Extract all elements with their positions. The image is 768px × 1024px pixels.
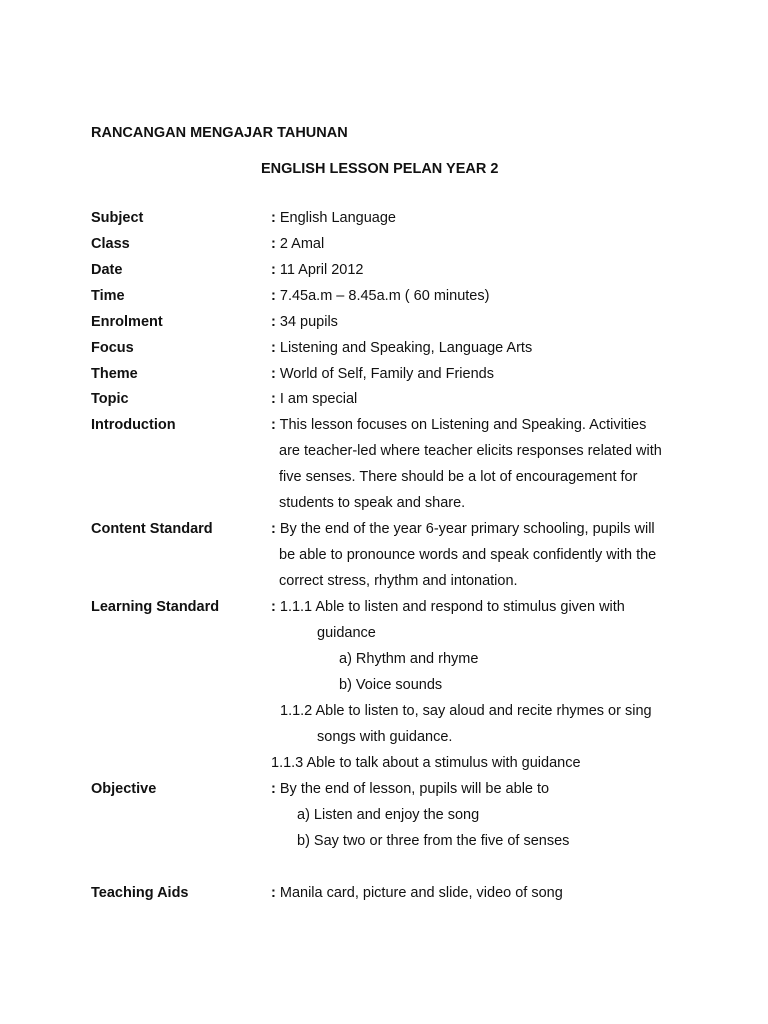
document-subheading: ENGLISH LESSON PELAN YEAR 2 xyxy=(261,161,499,177)
objective-line-1: By the end of lesson, pupils will be able to xyxy=(279,781,550,797)
time-label: Time xyxy=(91,288,125,304)
time-value: 7.45a.m – 8.45a.m ( 60 minutes) xyxy=(279,288,490,304)
introduction-line-4: students to speak and share. xyxy=(279,495,466,511)
introduction-label: Introduction xyxy=(91,417,176,433)
date-value-row xyxy=(271,261,363,279)
colon: : xyxy=(271,417,276,433)
theme-value: World of Self, Family and Friends xyxy=(279,366,494,382)
date-value: 11 April 2012 xyxy=(279,262,364,278)
teaching-aids-label: Teaching Aids xyxy=(91,885,189,901)
colon: : xyxy=(271,885,276,901)
class-label: Class xyxy=(91,236,130,252)
document-heading: RANCANGAN MENGAJAR TAHUNAN xyxy=(91,125,348,141)
colon: : xyxy=(271,210,276,226)
learning-standard-line-7: 1.1.3 Able to talk about a stimulus with guidance xyxy=(271,755,581,771)
theme-label: Theme xyxy=(91,366,138,382)
colon: : xyxy=(271,236,276,252)
subject-value-row xyxy=(271,209,396,227)
learning-standard-line-1-row xyxy=(271,598,625,616)
theme-value-row xyxy=(271,365,494,383)
learning-standard-line-6: songs with guidance. xyxy=(317,729,453,745)
learning-standard-item-b: b) Voice sounds xyxy=(339,677,443,693)
colon: : xyxy=(271,599,276,615)
enrolment-value-row xyxy=(271,313,338,331)
time-value-row xyxy=(271,287,489,305)
content-standard-line-2: be able to pronounce words and speak confidently with the xyxy=(279,547,657,563)
content-standard-line-1-row xyxy=(271,520,655,538)
colon: : xyxy=(271,781,276,797)
colon: : xyxy=(271,340,276,356)
learning-standard-line-2: guidance xyxy=(317,625,376,641)
introduction-line-1-row xyxy=(271,416,646,434)
teaching-aids-value-row xyxy=(271,884,563,902)
enrolment-label: Enrolment xyxy=(91,314,163,330)
objective-line-1-row xyxy=(271,780,549,798)
content-standard-line-1: By the end of the year 6-year primary schooling, pupils will xyxy=(279,521,655,537)
objective-item-a: a) Listen and enjoy the song xyxy=(297,807,480,823)
subject-value: English Language xyxy=(279,210,396,226)
learning-standard-line-1: 1.1.1 Able to listen and respond to stimulus given with xyxy=(279,599,625,615)
learning-standard-item-a: a) Rhythm and rhyme xyxy=(339,651,479,667)
learning-standard-label: Learning Standard xyxy=(91,599,220,615)
objective-label: Objective xyxy=(91,781,157,797)
introduction-line-3: five senses. There should be a lot of encouragement for xyxy=(279,469,638,485)
colon: : xyxy=(271,262,276,278)
topic-value: I am special xyxy=(279,391,358,407)
topic-label: Topic xyxy=(91,391,129,407)
objective-item-b: b) Say two or three from the five of senses xyxy=(297,833,570,849)
topic-value-row xyxy=(271,390,357,408)
focus-value: Listening and Speaking, Language Arts xyxy=(279,340,533,356)
teaching-aids-value: Manila card, picture and slide, video of song xyxy=(279,885,563,901)
colon: : xyxy=(271,366,276,382)
enrolment-value: 34 pupils xyxy=(279,314,338,330)
content-standard-label: Content Standard xyxy=(91,521,213,537)
focus-value-row xyxy=(271,339,532,357)
colon: : xyxy=(271,521,276,537)
introduction-line-1: This lesson focuses on Listening and Speaking. Activities xyxy=(279,417,647,433)
colon: : xyxy=(271,314,276,330)
class-value-row xyxy=(271,235,324,253)
colon: : xyxy=(271,288,276,304)
class-value: 2 Amal xyxy=(279,236,325,252)
learning-standard-line-5: 1.1.2 Able to listen to, say aloud and recite rhymes or sing xyxy=(280,703,652,719)
introduction-line-2: are teacher-led where teacher elicits responses related with xyxy=(279,443,662,459)
subject-label: Subject xyxy=(91,210,144,226)
colon: : xyxy=(271,391,276,407)
focus-label: Focus xyxy=(91,340,134,356)
date-label: Date xyxy=(91,262,123,278)
content-standard-line-3: correct stress, rhythm and intonation. xyxy=(279,573,518,589)
